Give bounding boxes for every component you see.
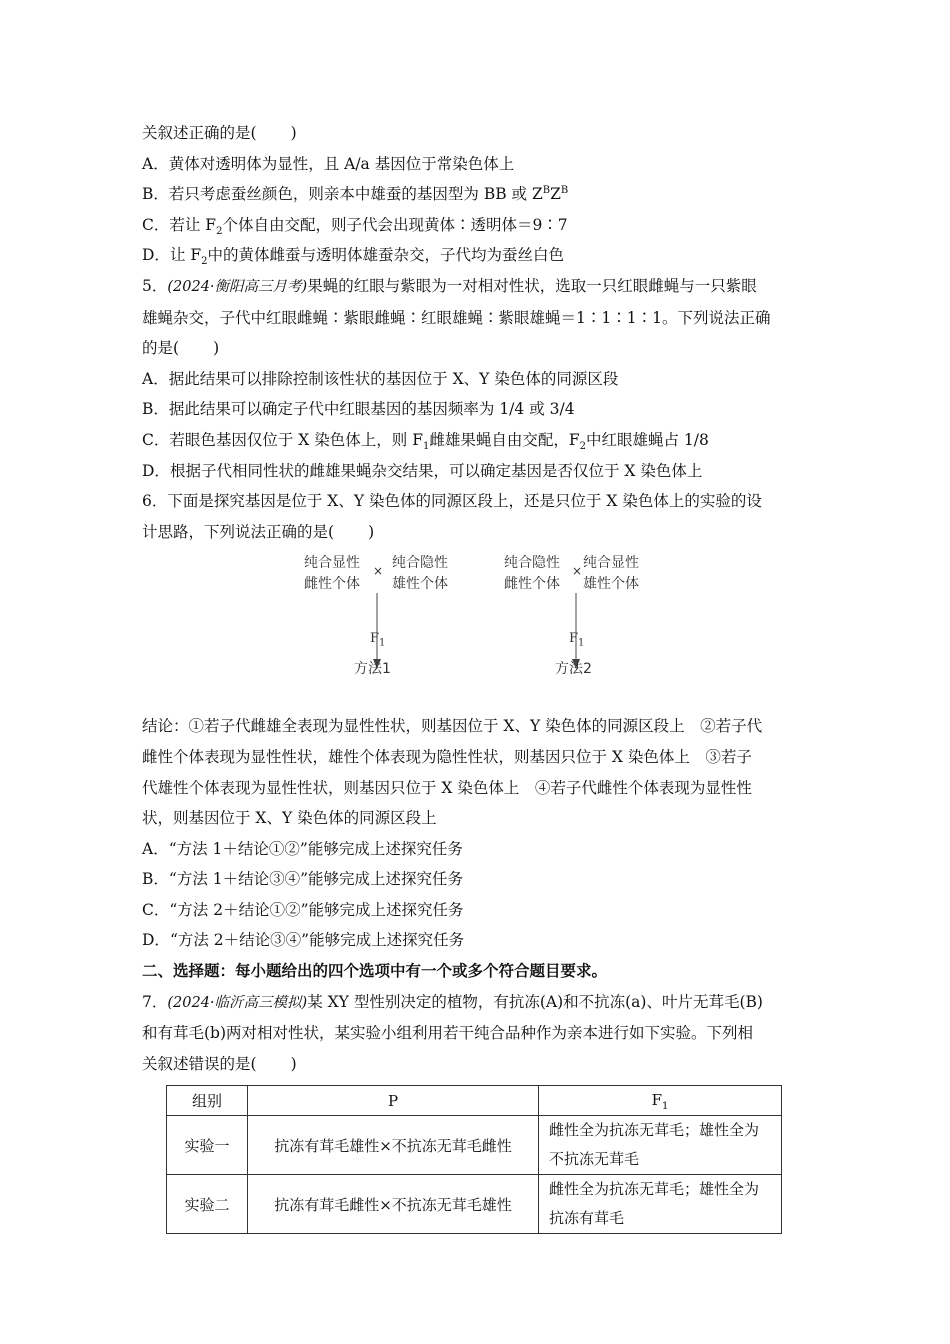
q7-source: (2024·临沂高三模拟) — [167, 994, 308, 1011]
m2-cross-symbol: × — [572, 564, 583, 579]
header-group: 组别 — [167, 1086, 248, 1116]
row1-p: 抗冻有茸毛雄性×不抗冻无茸毛雌性 — [248, 1116, 539, 1175]
table-header-row — [167, 1086, 782, 1116]
header-f1: $F_1$ — [539, 1086, 782, 1116]
table-row — [167, 1116, 782, 1175]
q6-option-a: A．“方法 1＋结论①②”能够完成上述探究任务 — [142, 839, 463, 858]
q6-conclusion-line2: 雌性个体表现为显性性状，雄性个体表现为隐性性状，则基因只位于 X 染色体上 ③若子 — [142, 747, 752, 766]
q7-stem-line2: 和有茸毛(b)两对相对性状，某实验小组利用若干纯合品种作为亲本进行如下实验。下列相 — [142, 1024, 754, 1043]
q7-stem-line3: 关叙述错误的是( ) — [142, 1054, 297, 1073]
q5-stem-line3: 的是( ) — [142, 339, 220, 358]
m2-parent-male: 纯合显性 雄性个体 — [583, 555, 639, 593]
q5-stem-line2: 雄蝇杂交，子代中红眼雌蝇∶紫眼雌蝇∶红眼雄蝇∶紫眼雄蝇＝1∶1∶1∶1。下列说法正确 — [142, 308, 771, 327]
q5-stem-line1: 5．(2024·衡阳高三月考)果蝇的红眼与紫眼为一对相对性状，选取一只红眼雌蝇与一只紫眼 — [142, 276, 757, 295]
m2-offspring: $F_1$ — [569, 631, 585, 649]
m1-parent-female: 纯合显性 雌性个体 — [304, 555, 360, 593]
q4-stem-end: 关叙述正确的是( ) — [142, 124, 297, 142]
q5-source: (2024·衡阳高三月考) — [167, 278, 308, 295]
m1-parent-male: 纯合隐性 雄性个体 — [392, 555, 448, 593]
m2-parent-female: 纯合隐性 雌性个体 — [504, 555, 560, 593]
q4-option-a: A．黄体对透明体为显性，且 A/a 基因位于常染色体上 — [142, 154, 515, 173]
cross-diagram — [142, 551, 812, 709]
row1-group: 实验一 — [167, 1116, 248, 1175]
q6-option-b: B．“方法 1＋结论③④”能够完成上述探究任务 — [142, 870, 464, 889]
q6-conclusion-line3: 代雄性个体表现为显性性状，则基因只位于 X 染色体上 ④若子代雌性个体表现为显性性 — [142, 778, 752, 797]
q6-option-c: C．“方法 2＋结论①②”能够完成上述探究任务 — [142, 900, 464, 919]
q7-stem-line1: 7．(2024·临沂高三模拟)某 XY 型性别决定的植物，有抗冻(A)和不抗冻(a)、叶片无茸毛(B) — [142, 992, 763, 1011]
method1-label: 方法1 — [354, 661, 391, 678]
q6-stem-line1: 6．下面是探究基因是位于 X、Y 染色体的同源区段上，还是只位于 X 染色体上的实验的设 — [142, 492, 762, 511]
section2-heading: 二、选择题：每小题给出的四个选项中有一个或多个符合题目要求。 — [142, 961, 608, 981]
q6-stem-line2: 计思路，下列说法正确的是( ) — [142, 522, 375, 541]
row2-f1: 雌性全为抗冻无茸毛；雄性全为抗冻有茸毛 — [539, 1175, 782, 1234]
q6-option-d: D．“方法 2＋结论③④”能够完成上述探究任务 — [142, 931, 465, 950]
q7-table — [166, 1085, 782, 1234]
row2-p: 抗冻有茸毛雌性×不抗冻无茸毛雄性 — [248, 1175, 539, 1234]
row2-group: 实验二 — [167, 1175, 248, 1234]
q5-option-c: C．若眼色基因仅位于 X 染色体上，则 $F_1$雌雄果蝇自由交配，$F_2$中红眼雄蝇占 1/8 — [142, 430, 709, 453]
q4-option-c: C．若让 $F_2$个体自由交配，则子代会出现黄体∶透明体＝9∶7 — [142, 215, 568, 237]
q4-option-d: D．让 $F_2$中的黄体雌蚕与透明体雄蚕杂交，子代均为蚕丝白色 — [142, 246, 565, 268]
method2-label: 方法2 — [555, 661, 592, 678]
row1-f1: 雌性全为抗冻无茸毛；雄性全为不抗冻无茸毛 — [539, 1116, 782, 1175]
header-p: P — [248, 1086, 539, 1116]
q5-option-d: D．根据子代相同性状的雌雄果蝇杂交结果，可以确定基因是否仅位于 X 染色体上 — [142, 461, 703, 480]
q6-conclusion-line4: 状，则基因位于 X、Y 染色体的同源区段上 — [142, 809, 437, 828]
page-content — [142, 118, 812, 1234]
table-row — [167, 1175, 782, 1234]
q6-conclusion-line1: 结论：①若子代雌雄全表现为显性性状，则基因位于 X、Y 染色体的同源区段上 ②若子代 — [142, 717, 763, 736]
m1-cross-symbol: × — [373, 564, 384, 579]
m1-offspring: $F_1$ — [370, 631, 386, 649]
q5-option-a: A．据此结果可以排除控制该性状的基因位于 X、Y 染色体的同源区段 — [142, 369, 619, 388]
q4-option-b: B．若只考虑蚕丝颜色，则亲本中雄蚕的基因型为 BB 或 $Z^BZ^B$ — [142, 185, 569, 204]
q5-option-b: B．据此结果可以确定子代中红眼基因的基因频率为 1/4 或 3/4 — [142, 400, 575, 419]
